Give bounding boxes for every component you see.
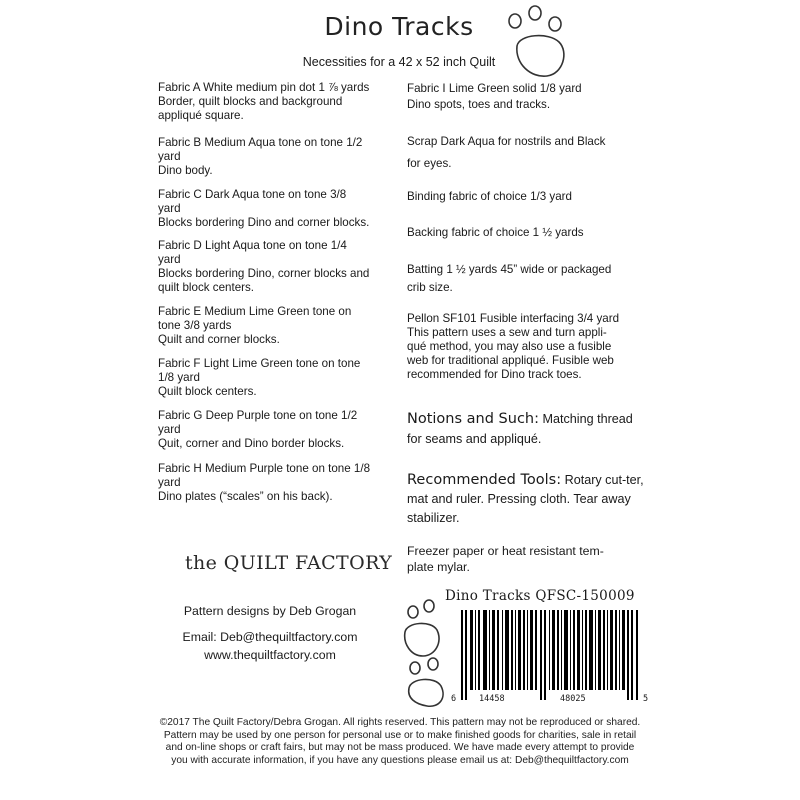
- freezer-paper-item: Freezer paper or heat resistant tem- plate mylar.: [407, 544, 604, 574]
- copyright-notice: ©2017 The Quilt Factory/Debra Grogan. All rights reserved. This pattern may not be reproduced or shared. Pattern may be used by one person for personal use or to make finished goods for charities, sale in retail and on-line shops or craft fairs, but may not be mass produced. We have made every attempt to provide you with accurate information, if you have any questions please email us at: Deb@thequiltfactory.com: [159, 717, 641, 766]
- barcode-digit: 14458: [479, 694, 505, 704]
- tools-text: Rotary cut-ter, mat and ruler. Pressing cloth. Tear away stabilizer.: [407, 473, 644, 525]
- website-link[interactable]: www.thequiltfactory.com: [204, 648, 336, 662]
- notions-heading: Notions and Such:: [407, 411, 539, 427]
- product-sku: Dino Tracks QFSC-150009: [445, 588, 635, 604]
- supply-item: Backing fabric of choice 1 ½ yards: [407, 226, 584, 239]
- tools-heading: Recommended Tools:: [407, 472, 562, 488]
- supply-item: Binding fabric of choice 1/3 yard: [407, 190, 572, 203]
- barcode-digit: 6: [451, 694, 457, 704]
- fabric-item: Fabric G Deep Purple tone on tone 1/2 yard Quit, corner and Dino border blocks.: [158, 409, 358, 450]
- notions-text: Matching thread for seams and appliqué.: [407, 412, 633, 446]
- email-link[interactable]: Email: Deb@thequiltfactory.com: [182, 630, 358, 644]
- fabric-item: Fabric E Medium Lime Green tone on tone 3/8 yards Quilt and corner blocks.: [158, 305, 352, 346]
- barcode-digit: 48025: [560, 694, 586, 704]
- tools-section: [407, 471, 647, 528]
- fabric-item: Fabric F Light Lime Green tone on tone 1/8 yard Quilt block centers.: [158, 357, 361, 398]
- dino-track-icon: [503, 4, 583, 84]
- dino-track-icon: [395, 598, 467, 708]
- notions-section: [407, 409, 647, 449]
- pattern-title: Dino Tracks: [324, 12, 474, 41]
- interfacing-item: Pellon SF101 Fusible interfacing 3/4 yard This pattern uses a sew and turn appli- qué method, you may also use a fusible web for traditional appliqué. Fusible web recommended for Dino track toes.: [407, 312, 620, 381]
- supply-item: Scrap Dark Aqua for nostrils and Black for eyes.: [407, 135, 606, 170]
- barcode-digit: 5: [643, 694, 649, 704]
- fabric-item: Fabric I Lime Green solid 1/8 yard Dino spots, toes and tracks.: [407, 82, 582, 111]
- designer-credit: Pattern designs by Deb Grogan: [183, 604, 357, 618]
- fabric-item: Fabric A White medium pin dot 1 ⅞ yards Border, quilt blocks and background appliqué square.: [158, 81, 370, 122]
- quilt-size-subtitle: Necessities for a 42 x 52 inch Quilt: [302, 55, 496, 69]
- pattern-back-cover: [145, 0, 653, 800]
- supply-item: Batting 1 ½ yards 45” wide or packaged crib size.: [407, 263, 612, 294]
- barcode: [461, 610, 638, 700]
- fabric-item: Fabric B Medium Aqua tone on tone 1/2 yard Dino body.: [158, 136, 363, 177]
- brand-logo: the QUILT FACTORY: [185, 552, 393, 574]
- fabric-item: Fabric D Light Aqua tone on tone 1/4 yard Blocks bordering Dino, corner blocks and quilt block centers.: [158, 239, 370, 294]
- fabric-item: Fabric C Dark Aqua tone on tone 3/8 yard Blocks bordering Dino and corner blocks.: [158, 188, 370, 229]
- fabric-item: Fabric H Medium Purple tone on tone 1/8 yard Dino plates (“scales” on his back).: [158, 462, 371, 503]
